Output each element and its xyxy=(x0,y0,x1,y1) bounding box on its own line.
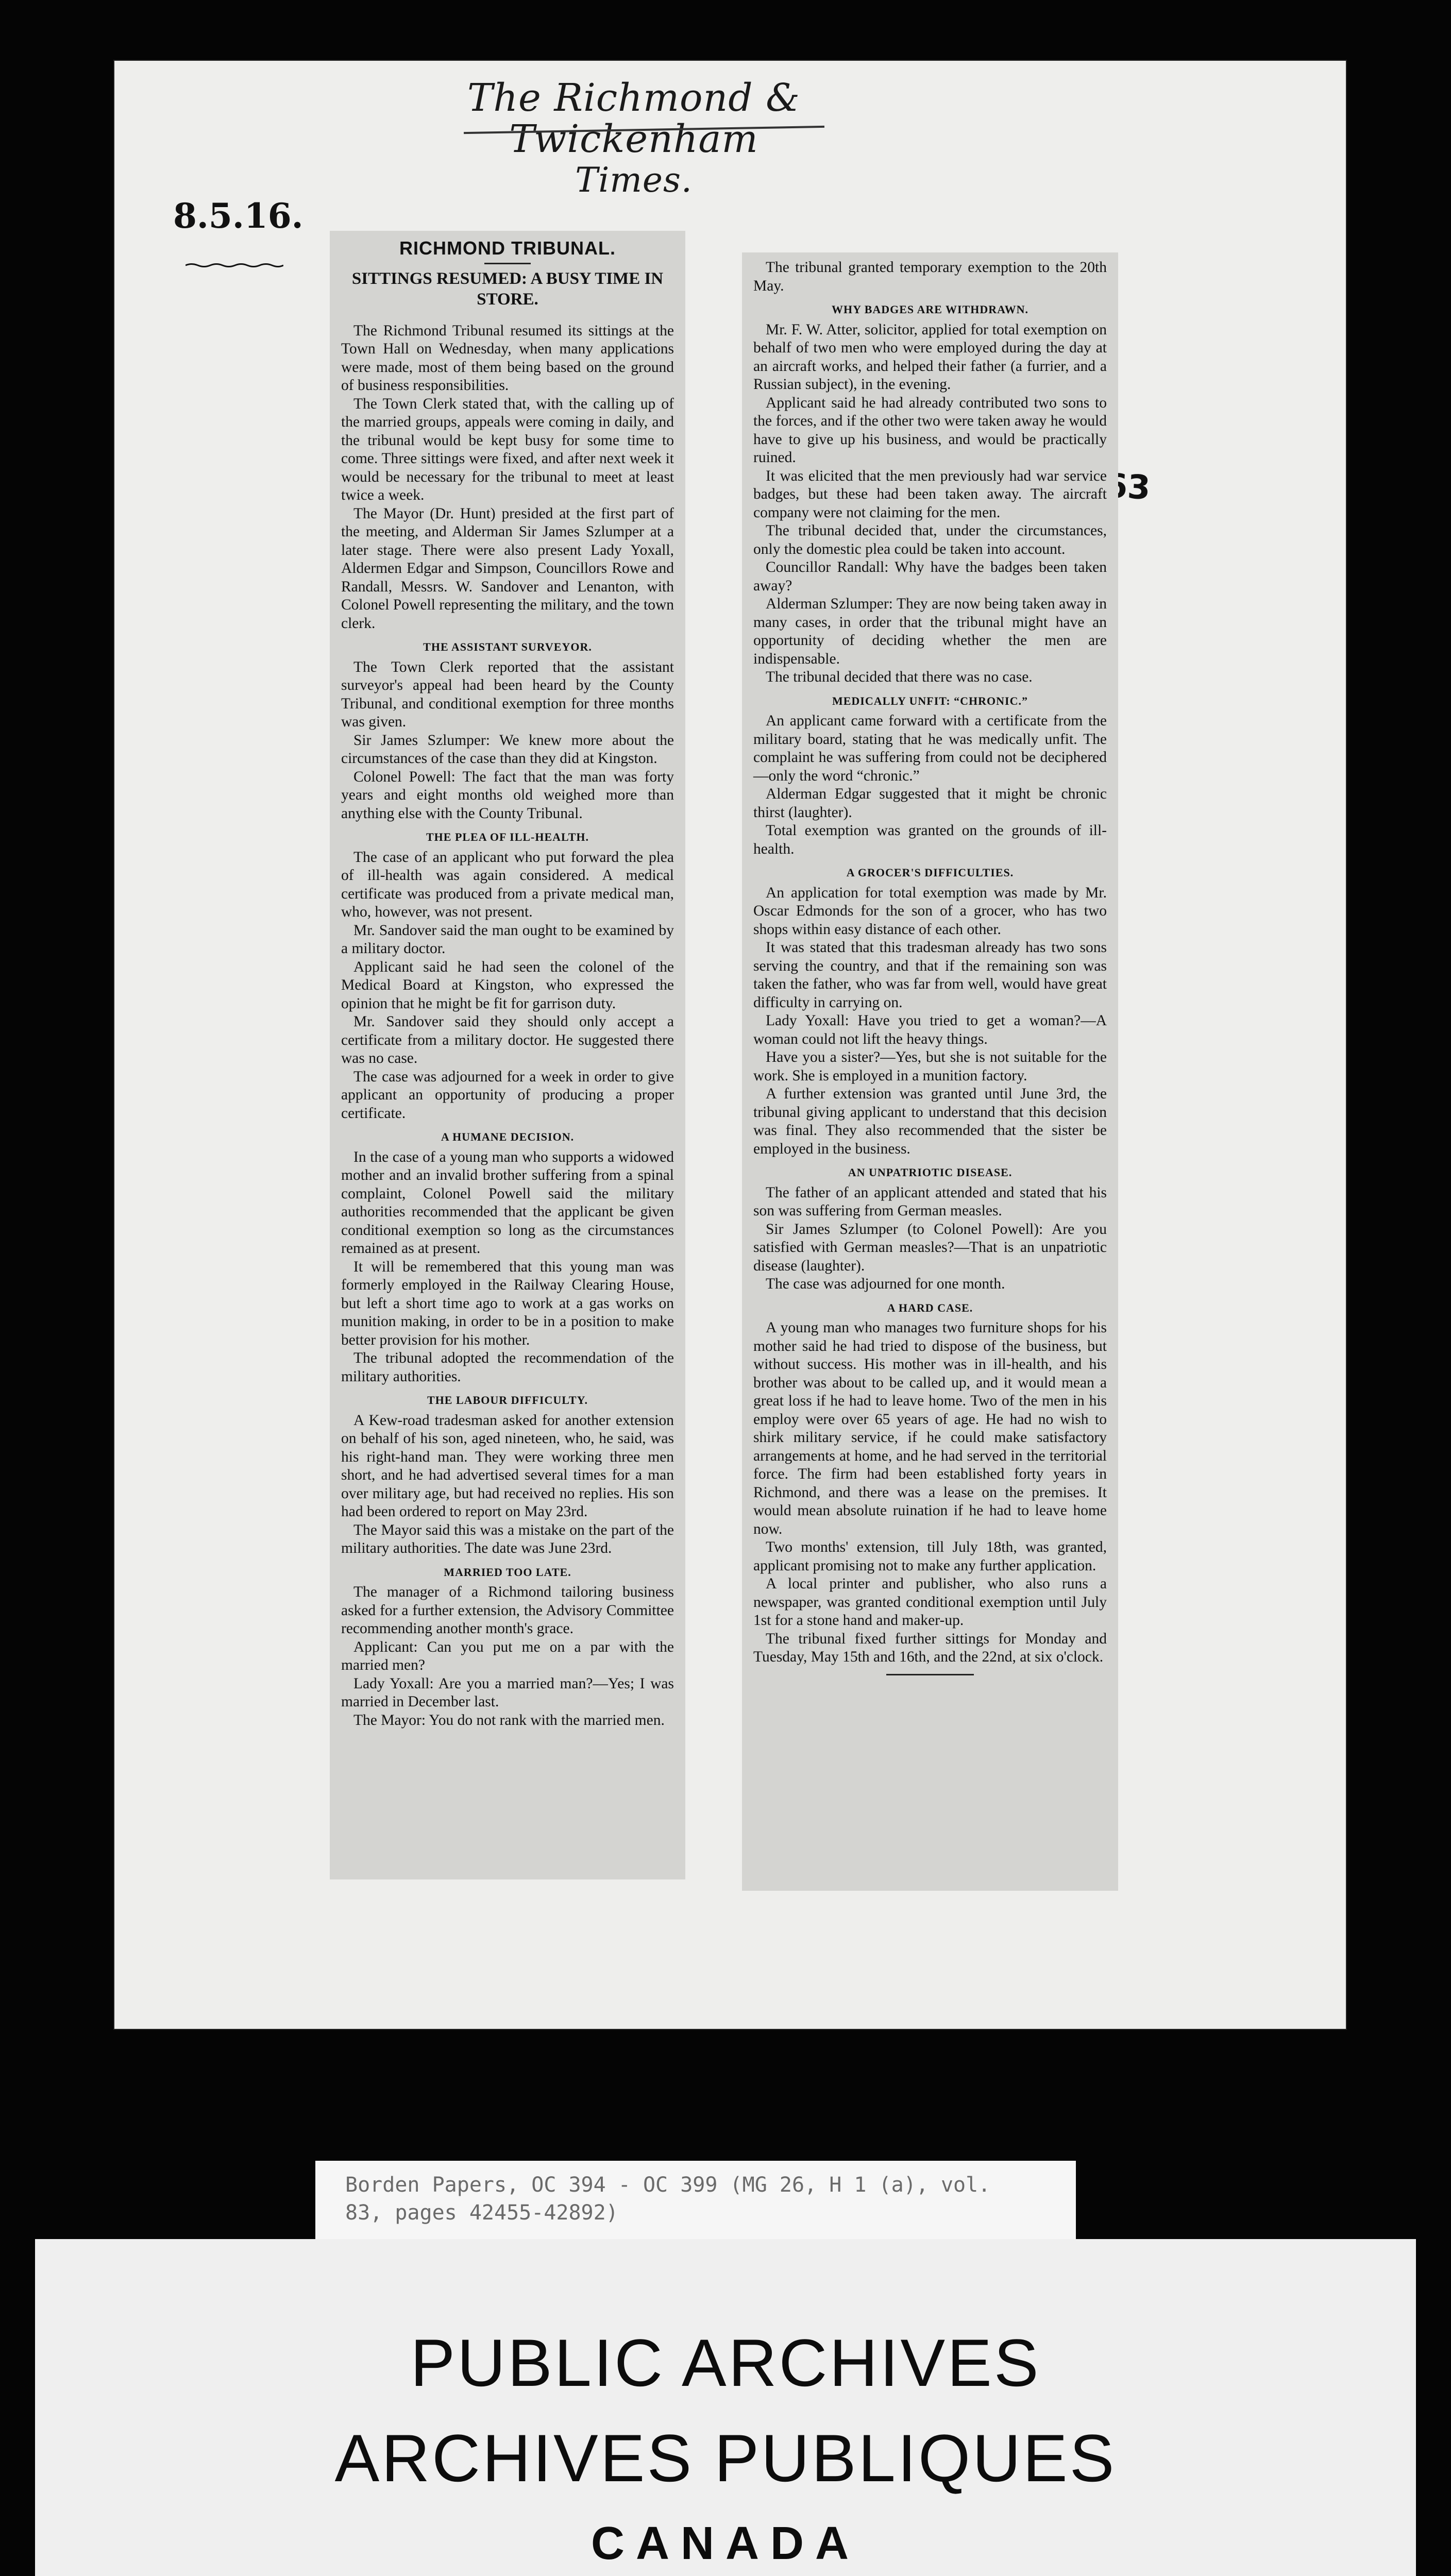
article-paragraph: Alderman Szlumper: They are now being taken away in many cases, in order that the tribunal might have an opportunity of deciding whether the men are indispensable. xyxy=(753,596,1107,667)
article-paragraph: The Town Clerk stated that, with the calling up of the married groups, appeals were coming in daily, and the tribunal would be kept busy for some time to come. Three sittings were fixed, and after next week it would be necessary for the tribunal to meet at least twice a week. xyxy=(341,395,674,503)
section-subheading: WHY BADGES ARE WITHDRAWN. xyxy=(832,303,1028,316)
article-headline: SITTINGS RESUMED: A BUSY TIME IN STORE. xyxy=(351,269,664,309)
archive-card-line-2: ARCHIVES PUBLIQUES xyxy=(334,2420,1117,2496)
article-paragraph: The manager of a Richmond tailoring business asked for a further extension, the Advisory Committee recommending another month's grace. xyxy=(341,1584,674,1637)
article-paragraph: A young man who manages two furniture shops for his mother said he had tried to dispose of the business, but without success. His mother was in ill-health, and his brother was about to be called up, and it would mean a great loss if he had to leave home. Two of the men in his employ were over 65 years of age. He had no wish to shirk military service, if he could make satisfactory arrangements at home, and he had served in the territorial force. The firm had been established forty years in Richmond, and there was a lease on the premises. It would mean absolute ruination if he had to leave home now. xyxy=(753,1319,1107,1537)
article-paragraph: Two months' extension, till July 18th, was granted, applicant promising not to make any further application. xyxy=(753,1539,1107,1574)
section-subheading: A GROCER'S DIFFICULTIES. xyxy=(846,866,1014,879)
article-paragraph: The Richmond Tribunal resumed its sittings at the Town Hall on Wednesday, when many applications were made, most of them being based on the ground of business responsibilities. xyxy=(341,322,674,394)
article-paragraph: It was elicited that the men previously had war service badges, but these had been taken away. The aircraft company were not claiming for the men. xyxy=(753,467,1107,521)
article-paragraph: Applicant: Can you put me on a par with the married men? xyxy=(341,1638,674,1673)
masthead-rule xyxy=(484,263,531,264)
article-paragraph: A further extension was granted until June 3rd, the tribunal giving applicant to understand that this decision was final. They also recommended that the sister be employed in the business. xyxy=(753,1086,1107,1157)
article-column-1 xyxy=(330,231,685,1879)
section-subheading: A HUMANE DECISION. xyxy=(441,1130,575,1143)
article-paragraph: Alderman Edgar suggested that it might be chronic thirst (laughter). xyxy=(753,786,1107,821)
article-paragraph: It was stated that this tradesman already has two sons serving the country, and that if the remaining son was taken the father, who was far from well, would have great difficulty in carrying on. xyxy=(753,939,1107,1011)
handwritten-title-line-2: Times. xyxy=(575,160,693,200)
article-paragraph: Applicant said he had already contributed two sons to the forces, and if the other two were taken away he would have to give up his business, and would be practically ruined. xyxy=(753,394,1107,466)
article-paragraph: Councillor Randall: Why have the badges been taken away? xyxy=(753,559,1107,594)
scanned-sheet xyxy=(114,61,1346,2029)
article-paragraph: Applicant said he had seen the colonel of the Medical Board at Kingston, who expressed the opinion that he might be fit for garrison duty. xyxy=(341,958,674,1012)
article-paragraph: In the case of a young man who supports a widowed mother and an invalid brother suffering from a spinal complaint, Colonel Powell said the military authorities recommended that the applicant be given conditional exemption so long as the circumstances remained as at present. xyxy=(341,1148,674,1257)
article-paragraph: Mr. F. W. Atter, solicitor, applied for total exemption on behalf of two men who were employed during the day at an aircraft works, and helped their father (a furrier, and a Russian subject), in the evening. xyxy=(753,321,1107,393)
archive-label-line-1: Borden Papers, OC 394 - OC 399 (MG 26, H 1 (a), vol. xyxy=(345,2173,991,2197)
handwritten-title-line-1: The Richmond & Twickenham xyxy=(467,76,800,161)
article-paragraph: The tribunal granted temporary exemption to the 20th May. xyxy=(753,259,1107,294)
article-paragraph: The tribunal decided that there was no case. xyxy=(766,669,1033,685)
article-paragraph: Mr. Sandover said they should only accept a certificate from a military doctor. He suggested there was no case. xyxy=(341,1013,674,1066)
article-paragraph: An application for total exemption was made by Mr. Oscar Edmonds for the son of a grocer, who has two shops within easy distance of each other. xyxy=(753,884,1107,938)
handwritten-date: 8.5.16. xyxy=(173,196,303,236)
section-subheading: THE PLEA OF ILL-HEALTH. xyxy=(426,831,589,843)
article-paragraph: An applicant came forward with a certificate from the military board, stating that he was medically unfit. The complaint he was suffering from could not be deciphered—only the word “chronic.” xyxy=(753,713,1107,784)
article-paragraph: Sir James Szlumper: We knew more about the circumstances of the case than they did at Kingston. xyxy=(341,732,674,767)
article-paragraph: The tribunal adopted the recommendation of the military authorities. xyxy=(341,1350,674,1385)
archive-reference-label xyxy=(315,2161,1076,2239)
article-paragraph: Total exemption was granted on the grounds of ill-health. xyxy=(753,822,1107,857)
section-subheading: MARRIED TOO LATE. xyxy=(444,1565,571,1579)
article-paragraph: A Kew-road tradesman asked for another extension on behalf of his son, aged nineteen, who, he said, was his right-hand man. They were working three men short, and he had advertised several times for a man over military age, but had received no replies. His son had been ordered to report on May 23rd. xyxy=(341,1412,674,1520)
article-paragraph: A local printer and publisher, who also runs a newspaper, was granted conditional exemption until July 1st for a stone hand and maker-up. xyxy=(753,1575,1107,1629)
article-paragraph: The tribunal fixed further sittings for Monday and Tuesday, May 15th and 16th, and the 22nd, at six o'clock. xyxy=(753,1630,1107,1665)
article-paragraph: It will be remembered that this young man was formerly employed in the Railway Clearing House, but left a short time ago to work at a gas works on munition making, in order to be in a position to make better provision for his mother. xyxy=(341,1258,674,1348)
article-paragraph: Lady Yoxall: Have you tried to get a woman?—A woman could not lift the heavy things. xyxy=(753,1012,1107,1047)
section-subheading: THE LABOUR DIFFICULTY. xyxy=(427,1394,588,1406)
archive-card-line-3: CANADA xyxy=(591,2518,860,2569)
section-subheading: A HARD CASE. xyxy=(887,1301,973,1314)
article-paragraph: The Mayor (Dr. Hunt) presided at the first part of the meeting, and Alderman Sir James Szlumper at a later stage. There were also present Lady Yoxall, Aldermen Edgar and Simpson, Councillors Rowe and Randall, Messrs. W. Sandover and Lenanton, with Colonel Powell representing the military, and the town clerk. xyxy=(341,505,674,632)
article-paragraph: The case was adjourned for one month. xyxy=(766,1276,1005,1292)
archive-label-line-2: 83, pages 42455-42892) xyxy=(345,2201,618,2225)
article-paragraph: Sir James Szlumper (to Colonel Powell): Are you satisfied with German measles?—That is an unpatriotic disease (laughter). xyxy=(753,1221,1107,1274)
article-paragraph: The Town Clerk reported that the assistant surveyor's appeal had been heard by the County Tribunal, and conditional exemption for three months was given. xyxy=(341,658,674,730)
article-paragraph: The tribunal decided that, under the circumstances, only the domestic plea could be taken into account. xyxy=(753,522,1107,557)
article-paragraph: The father of an applicant attended and stated that his son was suffering from German measles. xyxy=(753,1184,1107,1219)
article-column-1-body xyxy=(341,322,674,1730)
article-masthead: RICHMOND TRIBUNAL. xyxy=(399,238,616,259)
article-paragraph: The Mayor said this was a mistake on the part of the military authorities. The date was June 23rd. xyxy=(341,1521,674,1556)
article-column-2 xyxy=(742,252,1118,1891)
article-paragraph: Colonel Powell: The fact that the man was forty years and eight months old weighed more than anything else with the County Tribunal. xyxy=(341,768,674,822)
article-paragraph: The case of an applicant who put forward the plea of ill-health was again considered. A medical certificate was produced from a private medical man, who, however, was not present. xyxy=(341,849,674,920)
section-subheading: MEDICALLY UNFIT: “CHRONIC.” xyxy=(832,694,1028,707)
section-subheading: THE ASSISTANT SURVEYOR. xyxy=(423,640,592,653)
archive-card xyxy=(35,2239,1416,2576)
article-paragraph: Lady Yoxall: Are you a married man?—Yes; I was married in December last. xyxy=(341,1675,674,1710)
article-paragraph: Have you a sister?—Yes, but she is not suitable for the work. She is employed in a munition factory. xyxy=(753,1049,1107,1084)
handwritten-newspaper-title xyxy=(350,77,917,201)
handwritten-date-underline xyxy=(185,263,283,268)
article-paragraph: Mr. Sandover said the man ought to be examined by a military doctor. xyxy=(341,922,674,957)
article-end-rule xyxy=(886,1674,974,1675)
archive-card-line-1: PUBLIC ARCHIVES xyxy=(410,2325,1041,2400)
section-subheading: AN UNPATRIOTIC DISEASE. xyxy=(848,1166,1013,1179)
article-paragraph: The case was adjourned for a week in order to give applicant an opportunity of producing a proper certificate. xyxy=(341,1068,674,1122)
article-paragraph: The Mayor: You do not rank with the married men. xyxy=(353,1711,665,1728)
article-column-2-body xyxy=(753,259,1107,1667)
